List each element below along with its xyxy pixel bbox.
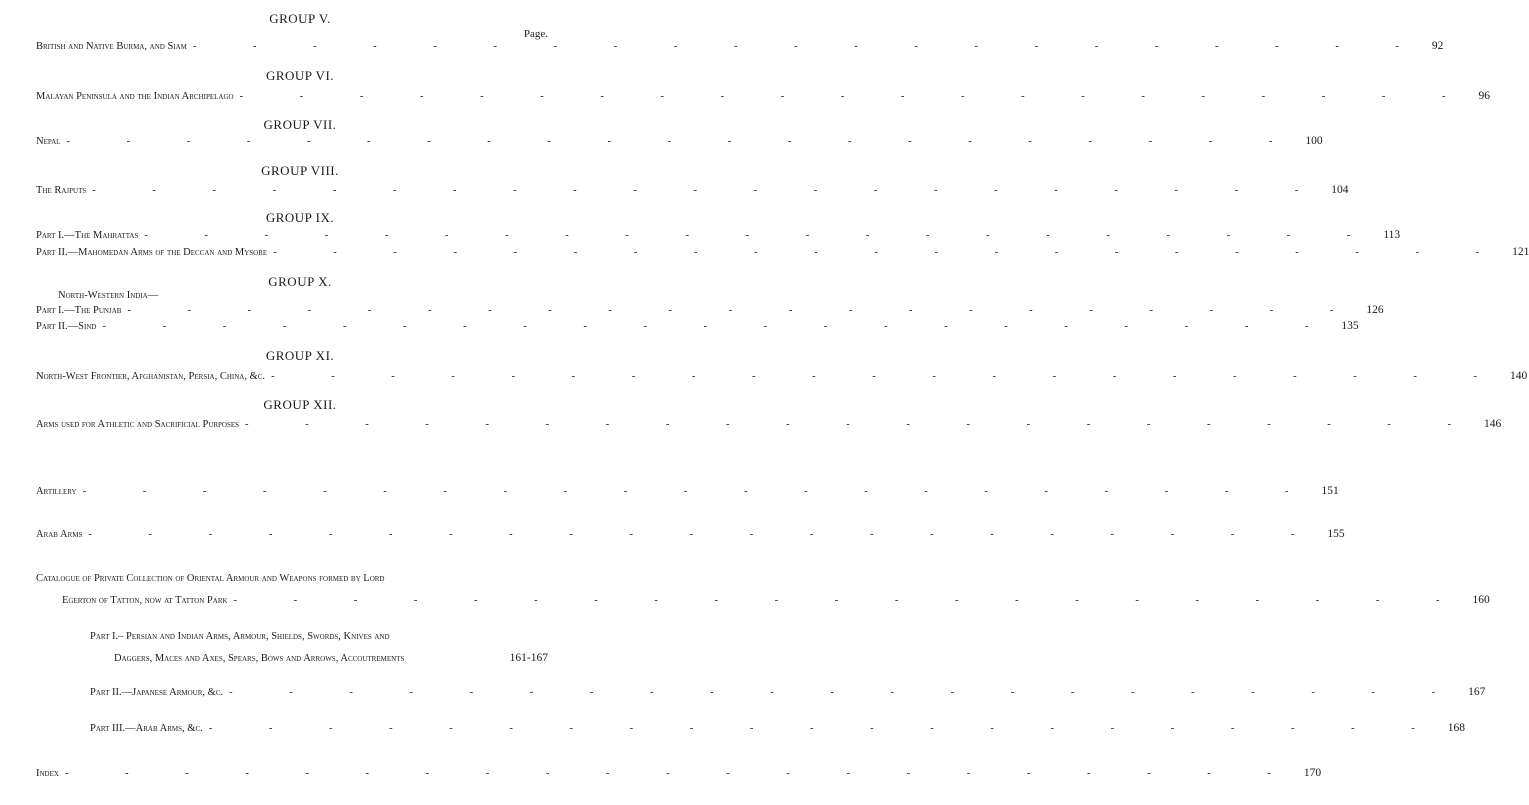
toc-entry xyxy=(36,246,1529,262)
group-heading: GROUP XI. xyxy=(265,348,335,363)
toc-entry-label: Egerton of Tatton, now at Tatton Park xyxy=(62,595,228,606)
toc-entry-page: 170 xyxy=(1303,767,1322,779)
toc-entry xyxy=(36,40,1444,56)
toc-entry-label: Part III.—Arab Arms, &c. xyxy=(90,723,203,734)
toc-entry-page: 121 xyxy=(1512,246,1529,258)
toc-entry-page: 96 xyxy=(1478,90,1491,102)
toc-entry-label: Part I.—The Mahrattas xyxy=(36,230,139,241)
toc-entry-label: Nepal xyxy=(36,136,61,147)
toc-entry-label: Artillery xyxy=(36,486,77,497)
toc-entry-page: 168 xyxy=(1447,722,1465,734)
dot-leader: - - - - - - - - - - - - - - - - - - - - - xyxy=(239,91,1473,102)
dot-leader: - - - - - - - - - - - - - - - - - - - - - xyxy=(192,41,1426,52)
toc-entry-page: 104 xyxy=(1331,184,1349,196)
toc-entry-label: British and Native Burma, and Siam xyxy=(36,41,187,52)
toc-entry-page: 126 xyxy=(1366,304,1384,316)
toc-entry-label: Index xyxy=(36,768,59,779)
toc-entry-page: 135 xyxy=(1341,320,1359,332)
toc-entry xyxy=(36,304,1384,320)
toc-entry xyxy=(36,528,1345,544)
toc-entry-page: 113 xyxy=(1383,229,1401,241)
toc-entry-label: Arab Arms xyxy=(36,529,83,540)
catalogue-line-1: Catalogue of Private Collection of Oriental Armour and Weapons formed by Lord xyxy=(36,573,385,584)
toc-entry-page: 161-167 xyxy=(509,652,548,664)
toc-entry xyxy=(36,184,1349,200)
toc-entry-label: Part II.—Japanese Armour, &c. xyxy=(90,687,224,698)
toc-entry-label: Part I.—The Punjab xyxy=(36,305,122,316)
toc-entry-label: Daggers, Maces and Axes, Spears, Bows and Arrows, Accoutrements xyxy=(114,653,405,664)
toc-entry xyxy=(90,722,1465,738)
toc-entry xyxy=(36,320,1359,336)
dot-leader: - - - - - - - - - - - - - - - - - - - - - xyxy=(208,723,1442,734)
toc-entry-label: Part II.—Mahomedan Arms of the Deccan and Mysore xyxy=(36,247,268,258)
toc-entry-label: Part II.—Sind xyxy=(36,321,97,332)
dot-leader: - - - - - - - - - - - - - - - - - - - - - xyxy=(233,595,1467,606)
group-heading: GROUP XII. xyxy=(263,397,337,412)
toc-entry-label: North-West Frontier, Afghanistan, Persia, China, &c. xyxy=(36,371,266,382)
toc-entry xyxy=(36,485,1339,501)
persian-line-1: Part I.– Persian and Indian Arms, Armour, Shields, Swords, Knives and xyxy=(90,631,390,642)
group-heading: GROUP VII. xyxy=(263,117,337,132)
group-heading: GROUP VIII. xyxy=(261,163,339,178)
toc-entry-label: Malayan Peninsula and the Indian Archipelago xyxy=(36,91,234,102)
toc-entry-page: 160 xyxy=(1472,594,1490,606)
toc-entry xyxy=(36,767,1322,783)
toc-entry-page: 92 xyxy=(1431,40,1444,52)
toc-entry-page: 151 xyxy=(1321,485,1339,497)
toc-entry-page: 146 xyxy=(1483,418,1502,430)
toc-entry xyxy=(114,652,548,668)
page-column-label: Page. xyxy=(523,28,548,40)
dot-leader: - - - - - - - - - - - - - - - - - - - - - xyxy=(66,136,1300,147)
group-heading: GROUP VI. xyxy=(265,68,335,83)
group-heading: GROUP V. xyxy=(269,11,331,26)
dot-leader: - - - - - - - - - - - - - - - - - - - - - xyxy=(245,419,1478,430)
toc-entry xyxy=(36,418,1502,434)
dot-leader: - - - - - - - - - - - - - - - - - - - - - xyxy=(102,321,1336,332)
toc-entry xyxy=(90,686,1486,702)
dot-leader: - - - - - - - - - - - - - - - - - - - - - xyxy=(144,230,1378,241)
dot-leader: - - - - - - - - - - - - - - - - - - - - - xyxy=(64,768,1298,779)
dot-leader: - - - - - - - - - - - - - - - - - - - - - xyxy=(127,305,1361,316)
toc-entry-label: The Rajputs xyxy=(36,185,87,196)
dot-leader: - - - - - - - - - - - - - - - - - - - - - xyxy=(92,185,1326,196)
group-heading: GROUP X. xyxy=(268,274,332,289)
toc-entry xyxy=(62,594,1490,610)
dot-leader: - - - - - - - - - - - - - - - - - - - - - xyxy=(273,247,1507,258)
dot-leader: - - - - - - - - - - - - - - - - - - - - - xyxy=(229,687,1463,698)
toc-entry xyxy=(36,370,1528,386)
subheading: North-Western India— xyxy=(58,290,159,301)
toc-entry-page: 167 xyxy=(1468,686,1486,698)
dot-leader: - - - - - - - - - - - - - - - - - - - - - xyxy=(271,371,1504,382)
group-heading: GROUP IX. xyxy=(265,210,335,225)
toc-entry xyxy=(36,90,1491,106)
toc-entry-page: 155 xyxy=(1327,528,1345,540)
dot-leader: - - - - - - - - - - - - - - - - - - - - - xyxy=(82,486,1316,497)
toc-entry-page: 100 xyxy=(1305,135,1323,147)
toc-entry xyxy=(36,135,1323,151)
toc-entry xyxy=(36,229,1401,245)
toc-entry-label: Arms used for Athletic and Sacrificial Purposes xyxy=(36,419,240,430)
dot-leader: - - - - - - - - - - - - - - - - - - - - - xyxy=(88,529,1322,540)
toc-entry-page: 140 xyxy=(1510,370,1528,382)
